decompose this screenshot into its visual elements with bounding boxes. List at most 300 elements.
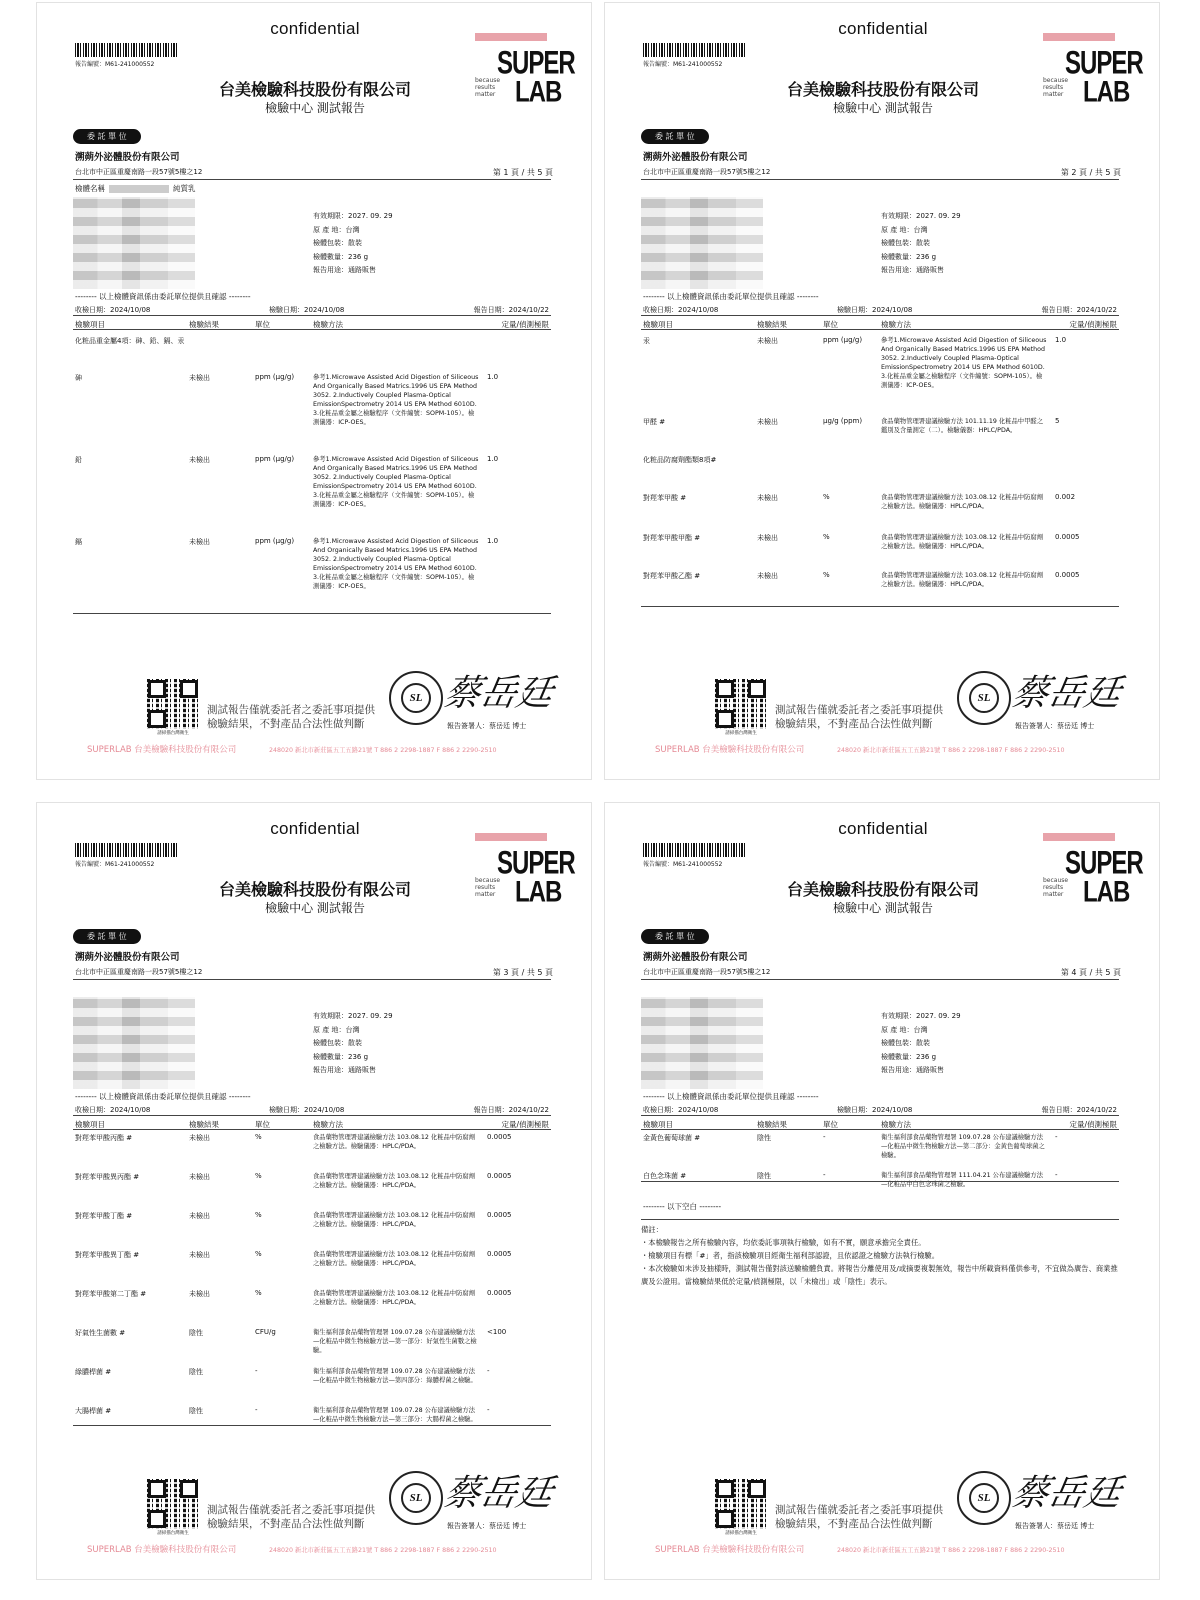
cell-unit: μg/g (ppm): [823, 417, 863, 425]
cell-method: 衛生福利部食品藥物管理署 109.07.28 公布建議檢驗方法—化粧品中微生物檢驗方法—第四部分：綠膿桿菌之檢驗。: [313, 1368, 477, 1384]
cell-result: 未檢出: [757, 494, 778, 502]
cell-method: 食品藥物管理署建議檢驗方法 101.11.19 化粧品中甲醛之鑑別及含量測定（二）。檢驗儀器：HPLC/PDA。: [881, 418, 1043, 434]
signature: 蔡岳廷: [1008, 1473, 1125, 1514]
cell-method: 衛生福利部食品藥物管理署 109.07.28 公布建議檢驗方法—化粧品中微生物檢驗方法—第三部分：大腸桿菌之檢驗。: [313, 1407, 477, 1423]
qr-finder: [748, 680, 766, 698]
client-address: 台北市中正區重慶南路一段57號5樓之12: [75, 168, 203, 176]
qr-finder: [148, 1480, 166, 1498]
col-item: 檢驗項目: [75, 320, 105, 329]
cell-item: 對羥苯甲酸異丁酯 #: [75, 1251, 140, 1259]
qr-code-icon[interactable]: [147, 1479, 199, 1529]
client-name: 溯蒴外泌體股份有限公司: [75, 952, 180, 963]
cell-unit: %: [255, 1133, 262, 1141]
cell-limit: 0.002: [1055, 493, 1076, 501]
logo-lab: LAB: [1083, 875, 1130, 909]
lab-seal-icon: [389, 671, 443, 725]
cell-result: 未檢出: [757, 572, 778, 580]
qr-finder: [180, 680, 198, 698]
sample-expiry: 有效期限：2027. 09. 29: [881, 1012, 961, 1020]
sample-purpose: 報告用途：通路販售: [881, 1066, 944, 1074]
cell-unit: ppm (μg/g): [823, 336, 863, 344]
lab-company-name: 台美檢驗科技股份有限公司: [786, 80, 979, 99]
cell-result: 陰性: [189, 1368, 203, 1376]
qr-label: 請掃描台灣衛生: [725, 731, 757, 736]
disclaimer: [207, 1503, 375, 1531]
received-date: 收檢日期：2024/10/08: [643, 1106, 719, 1114]
divider: [641, 315, 1119, 316]
col-method: 檢驗方法: [881, 1120, 911, 1129]
sample-info: [313, 210, 393, 278]
logo-super: SUPER: [1065, 45, 1143, 82]
cell-unit: ppm (μg/g): [255, 455, 295, 463]
lab-company-name: 台美檢驗科技股份有限公司: [786, 880, 979, 899]
cell-result: 未檢出: [189, 538, 210, 546]
client-tag: 委 託 單 位: [641, 929, 709, 944]
cell-method: 食品藥物管理署建議檢驗方法 103.08.12 化粧品中防腐劑之檢驗方法。檢驗儀器：HPLC/PDA。: [313, 1134, 475, 1150]
client-address: 台北市中正區重慶南路一段57號5樓之12: [643, 168, 771, 176]
cell-method: 食品藥物管理署建議檢驗方法 103.08.12 化粧品中防腐劑之檢驗方法。檢驗儀器：HPLC/PDA。: [881, 494, 1043, 510]
received-date: 收檢日期：2024/10/08: [643, 306, 719, 314]
cell-item: 對羥苯甲酸第二丁酯 #: [75, 1290, 147, 1298]
cell-unit: ppm (μg/g): [255, 537, 295, 545]
cell-limit: 0.0005: [1055, 571, 1080, 579]
sample-name-row: [75, 183, 196, 194]
qr-finder: [716, 1510, 734, 1528]
signer-name: 報告簽署人：蔡岳廷 博士: [1015, 1522, 1095, 1530]
lab-company-name: 台美檢驗科技股份有限公司: [218, 880, 411, 899]
cell-result: 陰性: [189, 1329, 203, 1337]
qr-finder: [716, 680, 734, 698]
qr-finder: [148, 710, 166, 728]
sample-quantity: 檢體數量：236 g: [881, 252, 937, 261]
cell-item: 好氣性生菌數 #: [75, 1329, 126, 1337]
superlab-logo: [1043, 33, 1143, 109]
sample-purpose: 報告用途：通路販售: [881, 266, 944, 274]
qr-finder: [716, 710, 734, 728]
cell-result: 未檢出: [189, 456, 210, 464]
cell-limit: 0.0005: [487, 1289, 512, 1297]
cell-item: 汞: [643, 337, 650, 345]
disclaimer-line-2: 檢驗結果，不對產品合法性做判斷: [775, 1518, 933, 1530]
client-name: 溯蒴外泌體股份有限公司: [75, 152, 180, 163]
sample-packaging: 檢體包裝：散裝: [881, 239, 930, 247]
logo-bar: [475, 33, 547, 41]
signature: 蔡岳廷: [440, 1473, 557, 1514]
cell-item: 化粧品重金屬4項：砷、鉛、鎘、汞: [75, 337, 185, 345]
tested-date: 檢驗日期：2024/10/08: [837, 1106, 913, 1114]
client-address: 台北市中正區重慶南路一段57號5樓之12: [75, 968, 203, 976]
client-tag: 委 託 單 位: [73, 129, 141, 144]
sample-packaging: 檢體包裝：散裝: [313, 239, 362, 247]
signer-name: 報告簽署人：蔡岳廷 博士: [447, 1522, 527, 1530]
disclaimer-line-2: 檢驗結果，不對產品合法性做判斷: [775, 718, 933, 730]
cell-unit: %: [823, 533, 830, 541]
report-page-2: [604, 2, 1160, 780]
seal-text: SL: [969, 683, 999, 713]
client-name: 溯蒴外泌體股份有限公司: [643, 952, 748, 963]
cell-limit: 0.0005: [1055, 533, 1080, 541]
logo-tagline-3: matter: [1043, 891, 1064, 898]
cell-item: 對羥苯甲酸 #: [643, 494, 687, 502]
divider: [641, 979, 1119, 980]
cell-limit: 0.0005: [487, 1250, 512, 1258]
seal-text: SL: [401, 683, 431, 713]
qr-code-icon[interactable]: [715, 1479, 767, 1529]
cell-item: 對羥苯甲酸甲酯 #: [643, 534, 701, 542]
sample-purpose: 報告用途：通路販售: [313, 266, 376, 274]
cell-item: 對羥苯甲酸丙酯 #: [75, 1134, 133, 1142]
divider: [73, 329, 551, 330]
cell-method: 參考1.Microwave Assisted Acid Digestion of Siliceous And Organically Based Matrics.1996 US EPA Method 3052. 2.Inductively Coupled Plasma-Optical EmissionSpectrometry 2014 US EPA Method 6010D. 3.化粧品重金屬之檢驗程序（文件編號：SOPM-105）。檢測儀器：ICP-OES。: [881, 337, 1047, 389]
client-tag: 委 託 單 位: [73, 929, 141, 944]
report-number: 報告編號：M61-241000552: [643, 61, 723, 68]
cell-item: 甲醛 #: [643, 418, 666, 426]
cell-item: 砷: [75, 374, 82, 382]
redacted-overlay: [73, 997, 195, 1089]
logo-lab: LAB: [515, 875, 562, 909]
report-page-1: [36, 2, 592, 780]
cell-limit: -: [487, 1406, 490, 1414]
lab-seal-icon: [957, 1471, 1011, 1525]
footer-company: SUPERLAB 台美檢驗科技股份有限公司: [655, 1545, 805, 1555]
cell-limit: 5: [1055, 417, 1060, 425]
page-number: 第 3 頁 / 共 5 頁: [492, 968, 553, 977]
cell-item: 鎘: [75, 538, 82, 546]
cell-method: 參考1.Microwave Assisted Acid Digestion of Siliceous And Organically Based Matrics.1996 US EPA Method 3052. 2.Inductively Coupled Plasma-Optical EmissionSpectrometry 2014 US EPA Method 6010D. 3.化粧品重金屬之檢驗程序（文件編號：SOPM-105）。檢測儀器：ICP-OES。: [313, 374, 479, 426]
logo-tagline: [475, 77, 500, 98]
client-name: 溯蒴外泌體股份有限公司: [643, 152, 748, 163]
lab-seal-icon: [957, 671, 1011, 725]
cell-unit: %: [255, 1289, 262, 1297]
report-date: 報告日期：2024/10/22: [473, 306, 549, 314]
cell-method: 食品藥物管理署建議檢驗方法 103.08.12 化粧品中防腐劑之檢驗方法。檢驗儀器：HPLC/PDA。: [313, 1212, 475, 1228]
col-method: 檢驗方法: [313, 1120, 343, 1129]
disclaimer-line-1: 測試報告僅就委託者之委託事項提供: [775, 704, 943, 716]
logo-tagline-1: because: [475, 77, 501, 84]
cell-limit: 0.0005: [487, 1133, 512, 1141]
logo-lab: LAB: [515, 75, 562, 109]
client-tag: 委 託 單 位: [641, 129, 709, 144]
cell-unit: %: [823, 571, 830, 579]
disclaimer-line-1: 測試報告僅就委託者之委託事項提供: [207, 1504, 375, 1516]
cell-limit: -: [1055, 1171, 1058, 1179]
sample-packaging: 檢體包裝：散裝: [313, 1039, 362, 1047]
disclaimer: [775, 703, 943, 731]
logo-tagline: [1043, 77, 1068, 98]
report-subtitle: 檢驗中心 測試報告: [265, 101, 365, 115]
sample-info: [313, 1010, 393, 1078]
cell-result: 未檢出: [757, 337, 778, 345]
divider: [73, 315, 551, 316]
sample-info: [881, 210, 961, 278]
col-result: 檢驗結果: [757, 320, 787, 329]
divider: [641, 606, 1119, 607]
report-subtitle: 檢驗中心 測試報告: [265, 901, 365, 915]
cell-item: 對羥苯甲酸丁酯 #: [75, 1212, 133, 1220]
sample-name-suffix: 純質乳: [173, 184, 196, 193]
report-date: 報告日期：2024/10/22: [473, 1106, 549, 1114]
cell-method: 食品藥物管理署建議檢驗方法 103.08.12 化粧品中防腐劑之檢驗方法。檢驗儀器：HPLC/PDA。: [881, 572, 1043, 588]
confidential-label: confidential: [270, 819, 360, 838]
end-of-results: -------- 以下空白 --------: [643, 1202, 722, 1211]
disclaimer-line-2: 檢驗結果，不對產品合法性做判斷: [207, 718, 365, 730]
sample-origin: 原 產 地：台灣: [313, 225, 360, 234]
col-limit: 定量/偵測極限: [501, 1120, 549, 1129]
cell-unit: -: [823, 1133, 826, 1141]
sample-origin: 原 產 地：台灣: [881, 1025, 928, 1034]
sample-quantity: 檢體數量：236 g: [881, 1052, 937, 1061]
sample-purpose: 報告用途：通路販售: [313, 1066, 376, 1074]
sample-expiry: 有效期限：2027. 09. 29: [313, 1012, 393, 1020]
cell-item: 白色念珠菌 #: [643, 1172, 687, 1180]
divider: [641, 1115, 1119, 1116]
cell-item: 鉛: [75, 456, 82, 464]
superlab-logo: [475, 33, 575, 109]
sample-packaging: 檢體包裝：散裝: [881, 1039, 930, 1047]
col-unit: 單位: [823, 320, 838, 329]
col-unit: 單位: [823, 1120, 838, 1129]
divider: [641, 1219, 1119, 1220]
logo-bar: [1043, 33, 1115, 41]
cell-method: 衛生福利部食品藥物管理署 109.07.28 公布建議檢驗方法—化粧品中微生物檢驗方法—第一部分：好氣性生菌數之檢驗。: [313, 1329, 477, 1354]
logo-tagline: [475, 877, 500, 898]
logo-tagline-1: because: [475, 877, 501, 884]
cell-unit: CFU/g: [255, 1328, 276, 1336]
cell-result: 未檢出: [189, 1290, 210, 1298]
redacted-name: [109, 185, 169, 193]
cell-unit: %: [255, 1172, 262, 1180]
seal-text: SL: [969, 1483, 999, 1513]
qr-finder: [148, 1510, 166, 1528]
disclaimer-line-1: 測試報告僅就委託者之委託事項提供: [775, 1504, 943, 1516]
logo-tagline-2: results: [1043, 84, 1064, 91]
cell-limit: 1.0: [1055, 336, 1067, 344]
disclaimer: [775, 1503, 943, 1531]
col-unit: 單位: [255, 320, 270, 329]
signature: 蔡岳廷: [1008, 673, 1125, 714]
cell-limit: <100: [487, 1328, 507, 1336]
cell-result: 陰性: [757, 1172, 771, 1180]
superlab-logo: [475, 833, 575, 909]
logo-tagline-2: results: [475, 84, 496, 91]
cell-result: 未檢出: [189, 1173, 210, 1181]
logo-tagline-2: results: [1043, 884, 1064, 891]
page-number: 第 4 頁 / 共 5 頁: [1060, 968, 1121, 977]
confidential-label: confidential: [838, 819, 928, 838]
tested-date: 檢驗日期：2024/10/08: [837, 306, 913, 314]
redacted-overlay: [73, 197, 195, 289]
cell-limit: 1.0: [487, 537, 499, 545]
col-method: 檢驗方法: [313, 320, 343, 329]
logo-super: SUPER: [1065, 845, 1143, 882]
sample-quantity: 檢體數量：236 g: [313, 1052, 369, 1061]
col-result: 檢驗結果: [189, 320, 219, 329]
cell-result: 未檢出: [189, 1251, 210, 1259]
client-address: 台北市中正區重慶南路一段57號5樓之12: [643, 968, 771, 976]
cell-result: 未檢出: [757, 418, 778, 426]
qr-code-icon[interactable]: [147, 679, 199, 729]
divider: [641, 329, 1119, 330]
seal-text: SL: [401, 1483, 431, 1513]
qr-code-icon[interactable]: [715, 679, 767, 729]
logo-tagline-3: matter: [475, 91, 496, 98]
qr-label: 請掃描台灣衛生: [157, 731, 189, 736]
cell-item: 化粧品防腐劑酯類8項#: [643, 456, 717, 464]
superlab-logo: [1043, 833, 1143, 909]
confidential-label: confidential: [838, 19, 928, 38]
footer-company: SUPERLAB 台美檢驗科技股份有限公司: [87, 1545, 237, 1555]
cell-result: 未檢出: [189, 1134, 210, 1142]
divider: [641, 179, 1119, 180]
report-subtitle: 檢驗中心 測試報告: [833, 101, 933, 115]
cell-limit: 1.0: [487, 455, 499, 463]
page-number: 第 2 頁 / 共 5 頁: [1060, 168, 1121, 177]
sample-note: -------- 以上檢體資訊係由委託單位提供且確認 --------: [643, 1092, 819, 1101]
logo-tagline-3: matter: [475, 891, 496, 898]
qr-finder: [716, 1480, 734, 1498]
cell-item: 金黃色葡萄球菌 #: [643, 1134, 701, 1142]
sample-note: -------- 以上檢體資訊係由委託單位提供且確認 --------: [75, 292, 251, 301]
cell-unit: %: [255, 1211, 262, 1219]
footer-address: 248020 新北市新莊區五工五路21號 T 886 2 2298-1887 F 886 2 2290-2510: [837, 1547, 1065, 1554]
footer-address: 248020 新北市新莊區五工五路21號 T 886 2 2298-1887 F 886 2 2290-2510: [269, 747, 497, 754]
cell-unit: %: [823, 493, 830, 501]
col-item: 檢驗項目: [643, 320, 673, 329]
remarks: [641, 1223, 1119, 1288]
report-number: 報告編號：M61-241000552: [643, 861, 723, 868]
remark-item: ・本次檢驗如未涉及抽樣時，測試報告僅對該送驗檢體負責。將報告分離使用及/或摘要複製無效，報告中所載資料僅供參考，不宜做為廣告、商業推廣及公證用。當檢驗結果低於定量/偵測極限，以「未檢出」或「陰性」表示。: [641, 1264, 1118, 1286]
tested-date: 檢驗日期：2024/10/08: [269, 306, 345, 314]
cell-unit: ppm (μg/g): [255, 373, 295, 381]
divider: [73, 613, 551, 614]
qr-finder: [748, 1480, 766, 1498]
cell-item: 綠膿桿菌 #: [75, 1368, 112, 1376]
sample-info: [881, 1010, 961, 1078]
cell-result: 陰性: [757, 1134, 771, 1142]
report-page-4: [604, 802, 1160, 1580]
footer-address: 248020 新北市新莊區五工五路21號 T 886 2 2298-1887 F 886 2 2290-2510: [837, 747, 1065, 754]
cell-item: 大腸桿菌 #: [75, 1407, 112, 1415]
disclaimer: [207, 703, 375, 731]
logo-tagline-1: because: [1043, 877, 1069, 884]
col-item: 檢驗項目: [643, 1120, 673, 1129]
col-item: 檢驗項目: [75, 1120, 105, 1129]
report-date: 報告日期：2024/10/22: [1041, 306, 1117, 314]
logo-super: SUPER: [497, 845, 575, 882]
logo-tagline: [1043, 877, 1068, 898]
sample-origin: 原 產 地：台灣: [881, 225, 928, 234]
confidential-label: confidential: [270, 19, 360, 38]
received-date: 收檢日期：2024/10/08: [75, 306, 151, 314]
col-limit: 定量/偵測極限: [1069, 320, 1117, 329]
cell-unit: -: [255, 1367, 258, 1375]
lab-seal-icon: [389, 1471, 443, 1525]
signer-name: 報告簽署人：蔡岳廷 博士: [447, 722, 527, 730]
report-barcode: [75, 843, 177, 857]
report-barcode: [643, 43, 745, 57]
disclaimer-line-2: 檢驗結果，不對產品合法性做判斷: [207, 1518, 365, 1530]
report-number: 報告編號：M61-241000552: [75, 61, 155, 68]
report-date: 報告日期：2024/10/22: [1041, 1106, 1117, 1114]
col-method: 檢驗方法: [881, 320, 911, 329]
divider: [73, 1425, 551, 1426]
page-number: 第 1 頁 / 共 5 頁: [492, 168, 553, 177]
qr-finder: [148, 680, 166, 698]
logo-bar: [1043, 833, 1115, 841]
footer-company: SUPERLAB 台美檢驗科技股份有限公司: [87, 745, 237, 755]
divider: [73, 979, 551, 980]
divider: [641, 1181, 1119, 1182]
sample-note: -------- 以上檢體資訊係由委託單位提供且確認 --------: [643, 292, 819, 301]
qr-label: 請掃描台灣衛生: [157, 1531, 189, 1536]
cell-method: 參考1.Microwave Assisted Acid Digestion of Siliceous And Organically Based Matrics.1996 US EPA Method 3052. 2.Inductively Coupled Plasma-Optical EmissionSpectrometry 2014 US EPA Method 6010D. 3.化粧品重金屬之檢驗程序（文件編號：SOPM-105）。檢測儀器：ICP-OES。: [313, 538, 479, 590]
remark-item: ・檢驗項目有標「#」者，指該檢驗項目經衛生福利部認證，且依認證之檢驗方法執行檢驗。: [641, 1251, 939, 1260]
sample-quantity: 檢體數量：236 g: [313, 252, 369, 261]
sample-origin: 原 產 地：台灣: [313, 1025, 360, 1034]
cell-unit: %: [255, 1250, 262, 1258]
cell-unit: -: [823, 1171, 826, 1179]
cell-method: 食品藥物管理署建議檢驗方法 103.08.12 化粧品中防腐劑之檢驗方法。檢驗儀器：HPLC/PDA。: [313, 1290, 475, 1306]
cell-method: 食品藥物管理署建議檢驗方法 103.08.12 化粧品中防腐劑之檢驗方法。檢驗儀器：HPLC/PDA。: [313, 1251, 475, 1267]
divider: [73, 179, 551, 180]
report-barcode: [75, 43, 177, 57]
tested-date: 檢驗日期：2024/10/08: [269, 1106, 345, 1114]
cell-method: 食品藥物管理署建議檢驗方法 103.08.12 化粧品中防腐劑之檢驗方法。檢驗儀器：HPLC/PDA。: [881, 534, 1043, 550]
divider: [73, 1129, 551, 1130]
cell-method: 食品藥物管理署建議檢驗方法 103.08.12 化粧品中防腐劑之檢驗方法。檢驗儀器：HPLC/PDA。: [313, 1173, 475, 1189]
report-page-3: [36, 802, 592, 1580]
col-result: 檢驗結果: [757, 1120, 787, 1129]
cell-result: 未檢出: [189, 374, 210, 382]
logo-tagline-1: because: [1043, 77, 1069, 84]
footer-address: 248020 新北市新莊區五工五路21號 T 886 2 2298-1887 F 886 2 2290-2510: [269, 1547, 497, 1554]
cell-limit: -: [487, 1367, 490, 1375]
cell-result: 未檢出: [189, 1212, 210, 1220]
sample-name-label: 檢體名稱: [75, 184, 105, 193]
logo-tagline-3: matter: [1043, 91, 1064, 98]
logo-tagline-2: results: [475, 884, 496, 891]
disclaimer-line-1: 測試報告僅就委託者之委託事項提供: [207, 704, 375, 716]
col-unit: 單位: [255, 1120, 270, 1129]
cell-item: 對羥苯甲酸乙酯 #: [643, 572, 701, 580]
cell-method: 衛生福利部食品藥物管理署 109.07.28 公布建議檢驗方法—化粧品中微生物檢驗方法—第二部分：金黃色葡萄球菌之檢驗。: [881, 1134, 1045, 1159]
col-limit: 定量/偵測極限: [501, 320, 549, 329]
report-number: 報告編號：M61-241000552: [75, 861, 155, 868]
cell-limit: 1.0: [487, 373, 499, 381]
remarks-title: 備註：: [641, 1225, 663, 1234]
footer-company: SUPERLAB 台美檢驗科技股份有限公司: [655, 745, 805, 755]
col-limit: 定量/偵測極限: [1069, 1120, 1117, 1129]
divider: [641, 1129, 1119, 1130]
redacted-overlay: [641, 997, 763, 1089]
cell-limit: 0.0005: [487, 1172, 512, 1180]
remark-item: ・本檢驗報告之所有檢驗內容，均依委託事項執行檢驗，如有不實，願意承擔完全責任。: [641, 1238, 926, 1247]
cell-item: 對羥苯甲酸異丙酯 #: [75, 1173, 140, 1181]
signer-name: 報告簽署人：蔡岳廷 博士: [1015, 722, 1095, 730]
cell-limit: -: [1055, 1133, 1058, 1141]
report-barcode: [643, 843, 745, 857]
cell-result: 陰性: [189, 1407, 203, 1415]
received-date: 收檢日期：2024/10/08: [75, 1106, 151, 1114]
cell-result: 未檢出: [757, 534, 778, 542]
qr-label: 請掃描台灣衛生: [725, 1531, 757, 1536]
report-subtitle: 檢驗中心 測試報告: [833, 901, 933, 915]
cell-method: 衛生福利部食品藥物管理署 111.04.21 公布建議檢驗方法—化粧品中白色念珠菌之檢驗。: [881, 1172, 1043, 1188]
lab-company-name: 台美檢驗科技股份有限公司: [218, 80, 411, 99]
sample-note: -------- 以上檢體資訊係由委託單位提供且確認 --------: [75, 1092, 251, 1101]
logo-lab: LAB: [1083, 75, 1130, 109]
sample-expiry: 有效期限：2027. 09. 29: [313, 212, 393, 220]
